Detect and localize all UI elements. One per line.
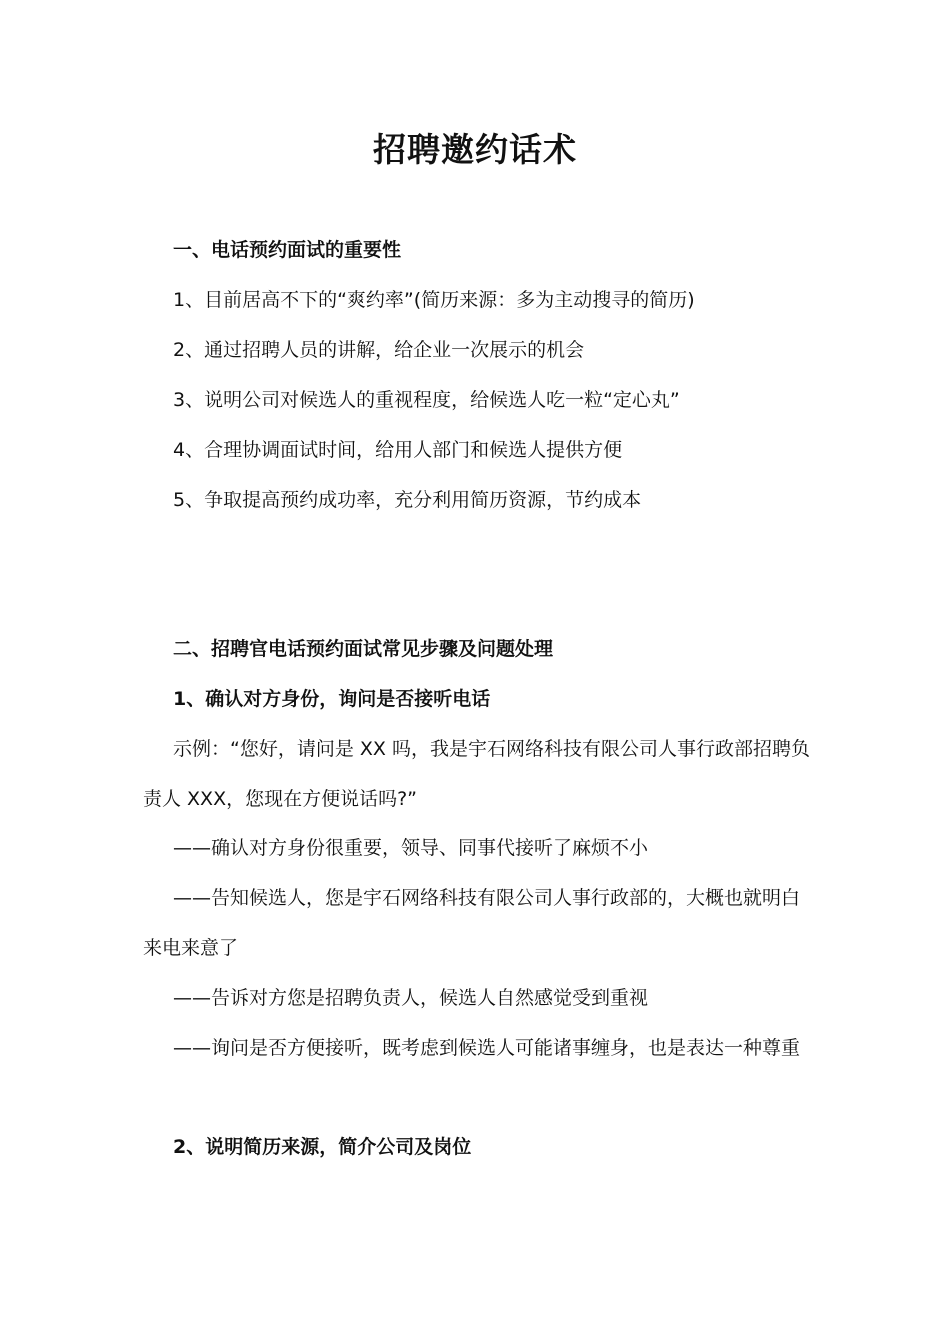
step1-note-2-line1: ——告知候选人，您是宇石网络科技有限公司人事行政部的，大概也就明白 (173, 887, 801, 909)
section1-item-5: 5、争取提高预约成功率，充分利用简历资源，节约成本 (173, 489, 642, 511)
section1-item-1: 1、目前居高不下的“爽约率”(简历来源：多为主动搜寻的简历) (173, 289, 695, 311)
step1-note-4: ——询问是否方便接听，既考虑到候选人可能诸事缠身，也是表达一种尊重 (173, 1037, 801, 1059)
section1-heading: 一、电话预约面试的重要性 (173, 239, 402, 261)
section2-heading: 二、招聘官电话预约面试常见步骤及问题处理 (173, 638, 554, 660)
step1-note-2-line2: 来电来意了 (143, 937, 239, 959)
step1-heading: 1、确认对方身份，询问是否接听电话 (173, 688, 491, 710)
step1-note-1: ——确认对方身份很重要，领导、同事代接听了麻烦不小 (173, 837, 649, 859)
section1-item-2: 2、通过招聘人员的讲解，给企业一次展示的机会 (173, 339, 585, 361)
document-title: 招聘邀约话术 (373, 130, 577, 169)
step1-example-line2: 责人 XXX，您现在方便说话吗?” (143, 788, 418, 810)
step2-heading: 2、说明简历来源，简介公司及岗位 (173, 1136, 472, 1158)
step1-note-3: ——告诉对方您是招聘负责人，候选人自然感觉受到重视 (173, 987, 649, 1009)
section1-item-3: 3、说明公司对候选人的重视程度，给候选人吃一粒“定心丸” (173, 389, 680, 411)
section1-item-4: 4、合理协调面试时间，给用人部门和候选人提供方便 (173, 439, 623, 461)
step1-example-line1: 示例：“您好，请问是 XX 吗，我是宇石网络科技有限公司人事行政部招聘负 (173, 738, 810, 760)
